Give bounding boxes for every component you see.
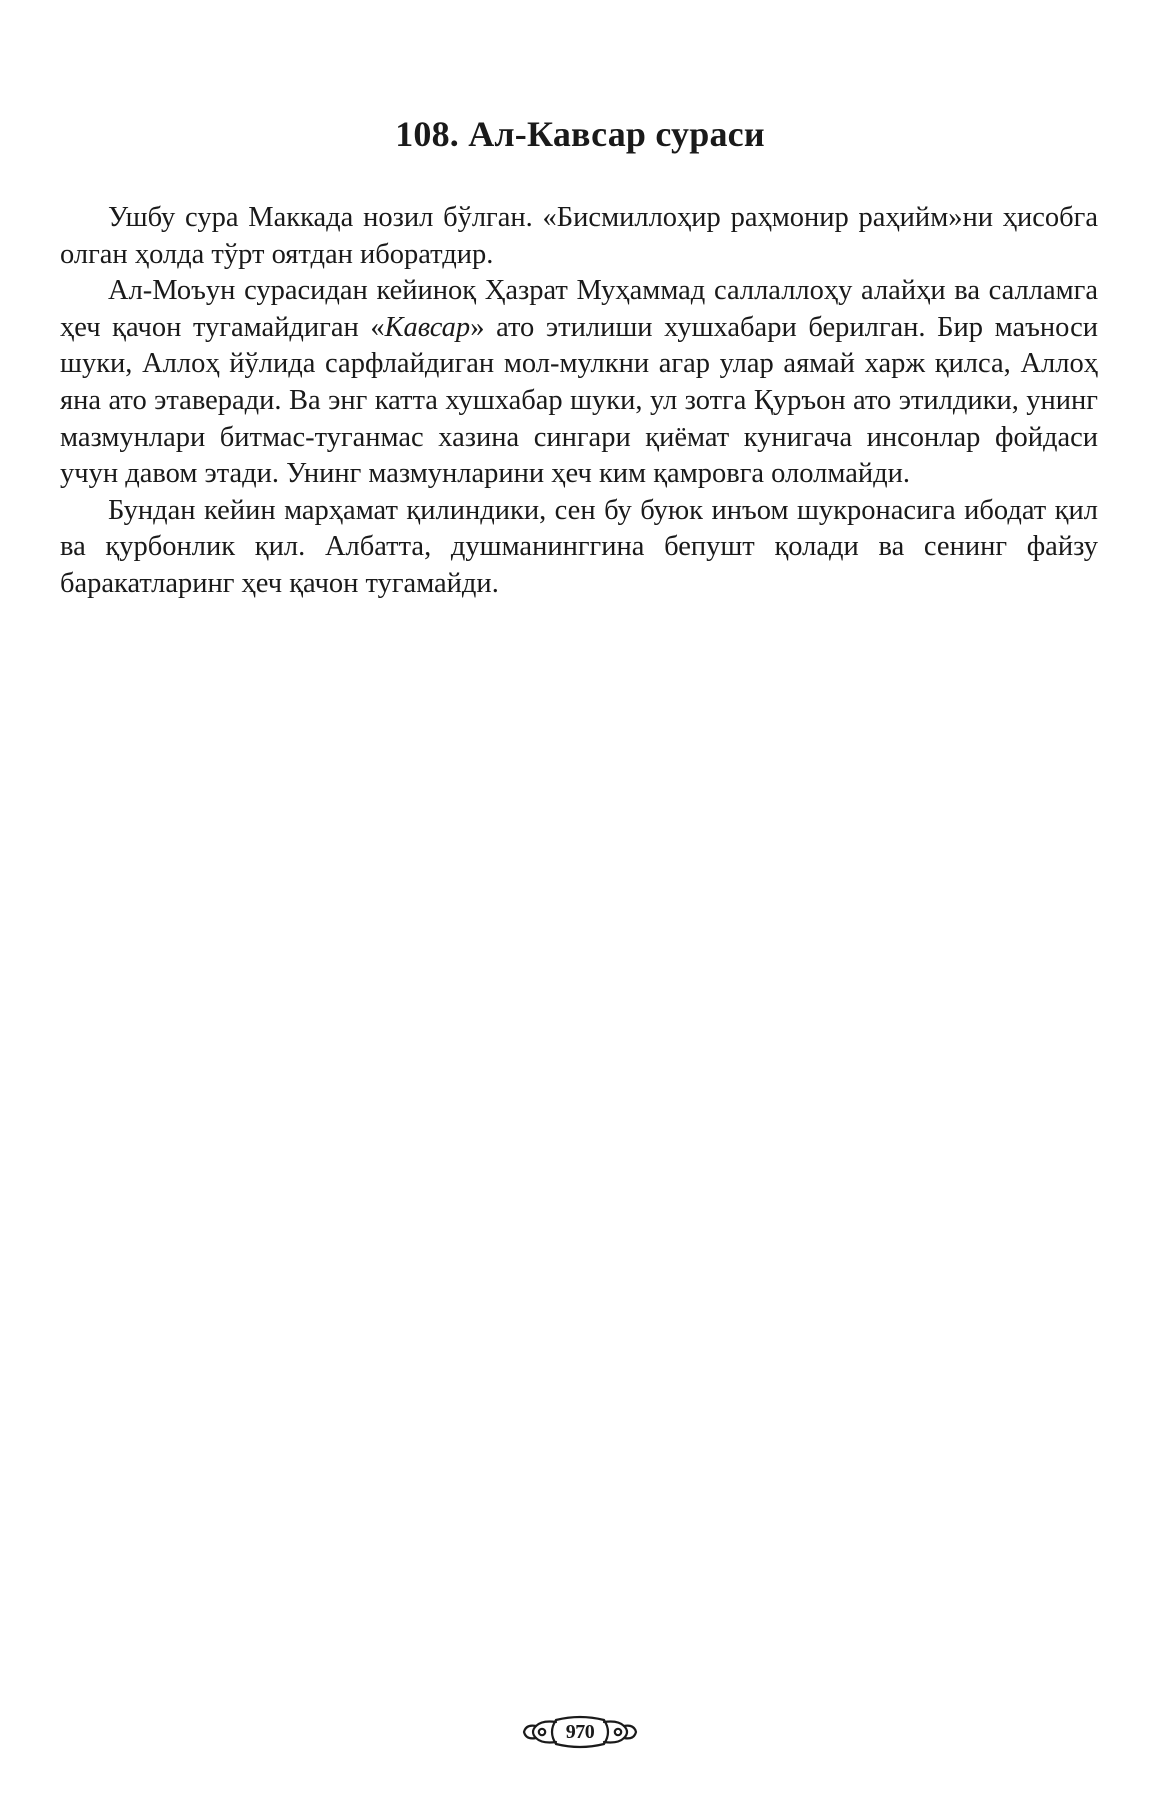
paragraph-2-part-2: » ато этилиши хушхабари берилган. Бир маъноси шуки, Аллоҳ йўлида сарфлайдиган мол-мулкни агар улар аямай харж қилса, Аллоҳ яна ато этаверади. Ва энг катта хушхабар шуки, ул зотга Қуръон ато этилдики, унинг мазмунлари битмас-туганмас хазина сингари қиёмат кунигача инсонлар фойдаси учун давом этади. Унинг мазмунларини ҳеч ким қамровга ололмайди. (60, 311, 1098, 490)
italic-term: Кавсар (384, 311, 471, 343)
page-number-ornament (520, 1712, 640, 1752)
paragraph-1: Ушбу сура Маккада нозил бўлган. «Бисмиллоҳир раҳмонир раҳийм»ни ҳисобга олган ҳолда тўрт оятдан иборатдир. (60, 202, 1098, 270)
paragraph-2 (60, 273, 1098, 493)
page-title: 108. Ал-Кавсар сураси (395, 114, 765, 154)
paragraph-3: Бундан кейин марҳамат қилиндики, сен бу буюк инъом шукронасига ибодат қил ва қурбонлик қил. Албатта, душманинггина бепушт қолади ва сенинг файзу баракатларинг ҳеч қачон тугамайди. (60, 494, 1098, 599)
body-text (60, 200, 1098, 603)
page-footer (0, 1712, 1160, 1752)
page-number: 970 (565, 1721, 595, 1743)
paragraph-2-part-1: Ал-Моъун сурасидан кейиноқ Ҳазрат Муҳаммад саллаллоҳу алайҳи ва салламга ҳеч қачон тугамайдиган « (60, 275, 1098, 343)
